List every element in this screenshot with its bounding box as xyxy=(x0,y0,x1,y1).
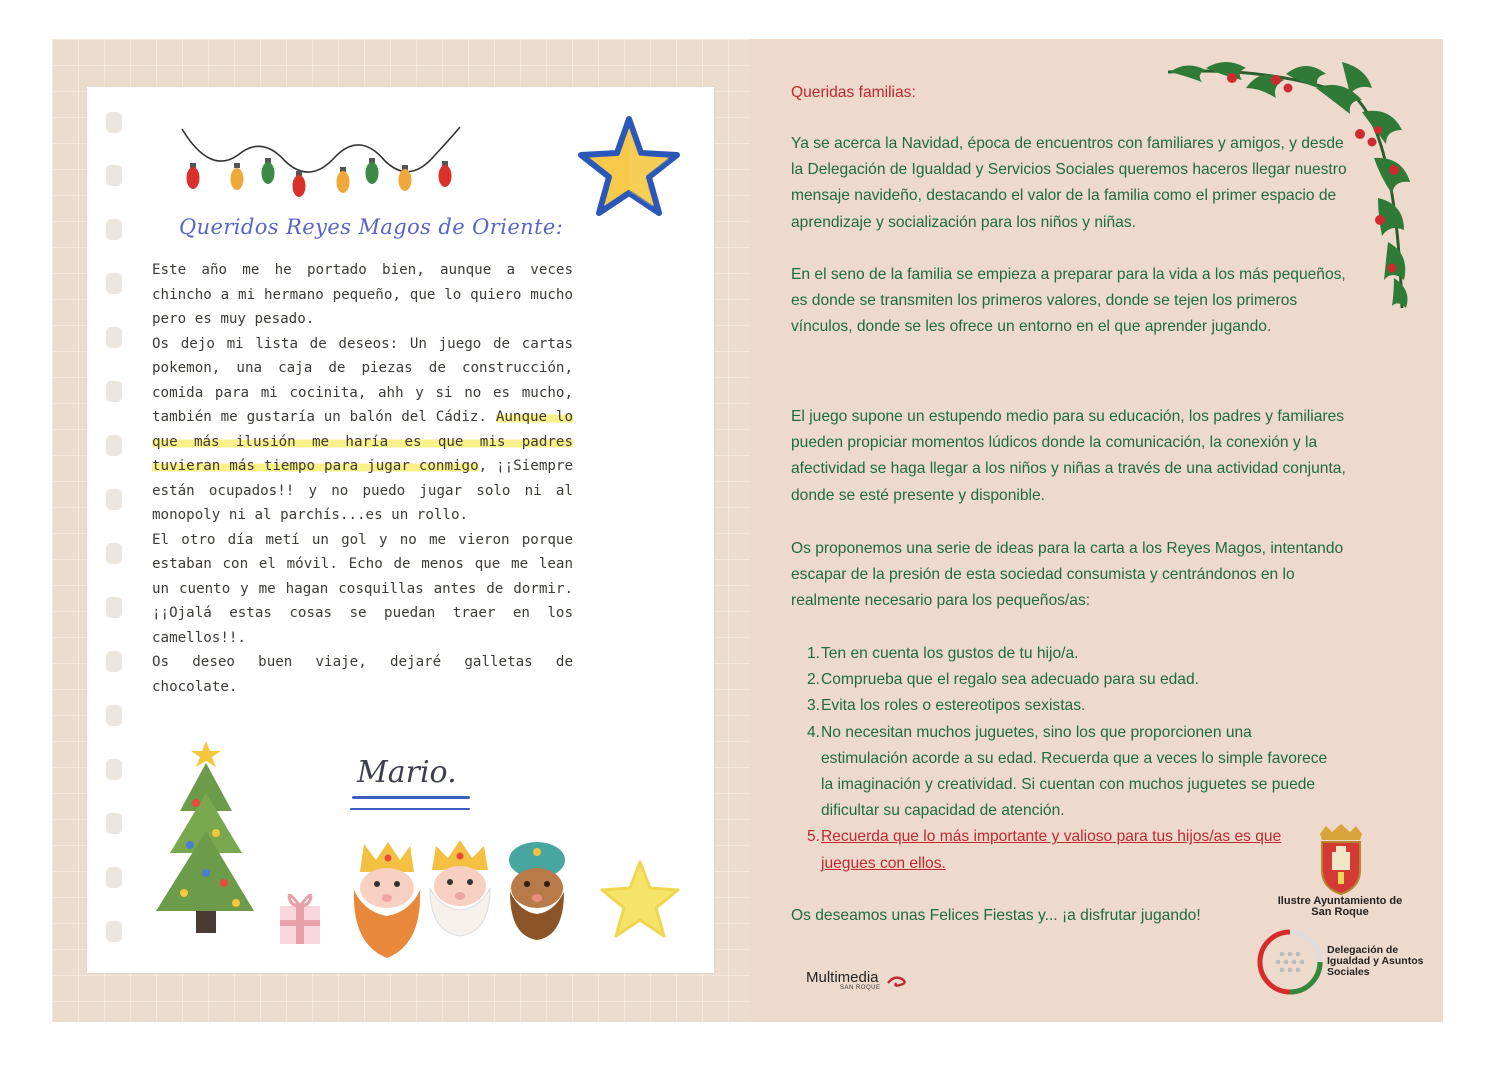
tips-list xyxy=(791,641,1351,877)
signature: Mario. xyxy=(357,755,457,790)
multimedia-logo: Multimedia xyxy=(806,969,879,986)
star-icon xyxy=(573,113,685,223)
gift-icon xyxy=(276,884,324,946)
delegacion-label: Delegación de Igualdad y Asuntos Sociales xyxy=(1327,944,1424,978)
signature-underline xyxy=(352,796,470,799)
closing-message: Os deseamos unas Felices Fiestas y... ¡a disfrutar jugando! xyxy=(791,907,1201,924)
multimedia-logo-subtitle: SAN ROQUE xyxy=(840,985,881,991)
letter-text: Os dejo mi lista de deseos: Un juego de cartas pokemon, una caja de piezas de construcción, comida para mi cocinita, ahh y si no es mucho, también me gustaría un balón del Cádiz. xyxy=(152,335,573,425)
tip-number: 2. xyxy=(806,671,820,689)
binder-hole xyxy=(106,273,122,294)
tip-item xyxy=(791,641,1351,667)
message-paragraph: En el seno de la familia se empieza a preparar para la vida a los más pequeños, es donde se transmiten los primeros valores, donde se tejen los primeros vínculos, donde se les ofrece un entorno en el que aprender jugando. xyxy=(791,266,1346,336)
ayuntamiento-label: Ilustre Ayuntamiento de San Roque xyxy=(1277,895,1403,918)
binder-hole xyxy=(106,921,122,942)
tip-item xyxy=(791,667,1351,693)
star-icon xyxy=(598,858,682,942)
message-paragraph: Os proponemos una serie de ideas para la carta a los Reyes Magos, intentando escapar de la presión de esta sociedad consumista y centrándonos en lo realmente necesario para los pequeños/as: xyxy=(791,540,1344,610)
binder-hole xyxy=(106,651,122,672)
binder-hole xyxy=(106,705,122,726)
three-kings-icon xyxy=(350,840,582,962)
binder-hole xyxy=(106,867,122,888)
letter-body xyxy=(152,258,573,699)
letter-paragraph xyxy=(152,332,573,528)
multimedia-swirl-icon xyxy=(886,975,908,989)
message-paragraph: El juego supone un estupendo medio para su educación, los padres y familiares pueden propiciar momentos lúdicos donde la comunicación, la conexión y la afectividad se haga llegar a los niños y niñas a través de una actividad conjunta, donde se esté presente y disponible. xyxy=(791,408,1346,504)
binder-hole xyxy=(106,165,122,186)
binder-hole xyxy=(106,543,122,564)
delegacion-logo-icon xyxy=(1258,930,1322,994)
binder-hole xyxy=(106,759,122,780)
tip-item-important xyxy=(791,824,1351,876)
binder-hole xyxy=(106,435,122,456)
letter-text: , ¡¡Siempre están ocupados!! y no puedo jugar solo ni al monopoly ni al parchís...es un rollo. xyxy=(152,458,573,523)
tip-text: Ten en cuenta los gustos de tu hijo/a. xyxy=(821,645,1079,662)
binder-hole xyxy=(106,327,122,348)
tip-text: Comprueba que el regalo sea adecuado para su edad. xyxy=(821,671,1199,689)
tip-text: No necesitan muchos juguetes, sino los que proporcionen una estimulación acorde a su edad. Recuerda que a veces lo simple favorece la imaginación y creatividad. Si cuentan con muchos juguetes se puede dificultar su capacidad de atención. xyxy=(821,723,1328,820)
binder-hole xyxy=(106,112,122,133)
letter-paragraph: Os deseo buen viaje, dejaré galletas de chocolate. xyxy=(152,654,573,695)
letter-paragraph: Este año me he portado bien, aunque a veces chincho a mi hermano pequeño, que lo quiero mucho pero es muy pesado. xyxy=(152,262,573,327)
binder-hole xyxy=(106,597,122,618)
coat-of-arms-icon xyxy=(1314,826,1368,896)
signature-underline xyxy=(350,808,470,810)
christmas-tree-icon xyxy=(150,733,262,945)
letter-paragraph: El otro día metí un gol y no me vieron porque estaban con el móvil. Echo de menos que me lean un cuento y me hagan cosquillas antes de dormir. ¡¡Ojalá estas cosas se puedan traer en los camellos!!. xyxy=(152,531,573,646)
tip-number: 3. xyxy=(806,697,820,715)
highlighted-wish: Aunque lo que más ilusión me haría es que mis padres tuvieran más tiempo para jugar conmigo xyxy=(152,409,574,474)
greeting: Queridas familias: xyxy=(791,84,916,101)
binder-hole xyxy=(106,813,122,834)
tip-text: Evita los roles o estereotipos sexistas. xyxy=(821,697,1086,715)
tip-number: 1. xyxy=(806,645,820,662)
tip-number: 4. xyxy=(806,723,820,741)
tip-item xyxy=(791,720,1351,825)
binder-hole xyxy=(106,381,122,402)
binder-hole xyxy=(106,489,122,510)
letter-heading: Queridos Reyes Magos de Oriente: xyxy=(179,215,564,239)
christmas-lights-icon xyxy=(180,125,465,200)
tip-text: Recuerda que lo más importante y valioso para tus hijos/as es que juegues con ellos. xyxy=(821,828,1282,872)
tip-number: 5. xyxy=(806,828,820,846)
tip-item xyxy=(791,693,1351,719)
binder-hole xyxy=(106,219,122,240)
message-paragraph: Ya se acerca la Navidad, época de encuentros con familiares y amigos, y desde la Delegación de Igualdad y Servicios Sociales queremos haceros llegar nuestro mensaje navideño, destacando el valor de la familia como el primer espacio de aprendizaje y socialización para los niños y niñas. xyxy=(791,135,1347,231)
